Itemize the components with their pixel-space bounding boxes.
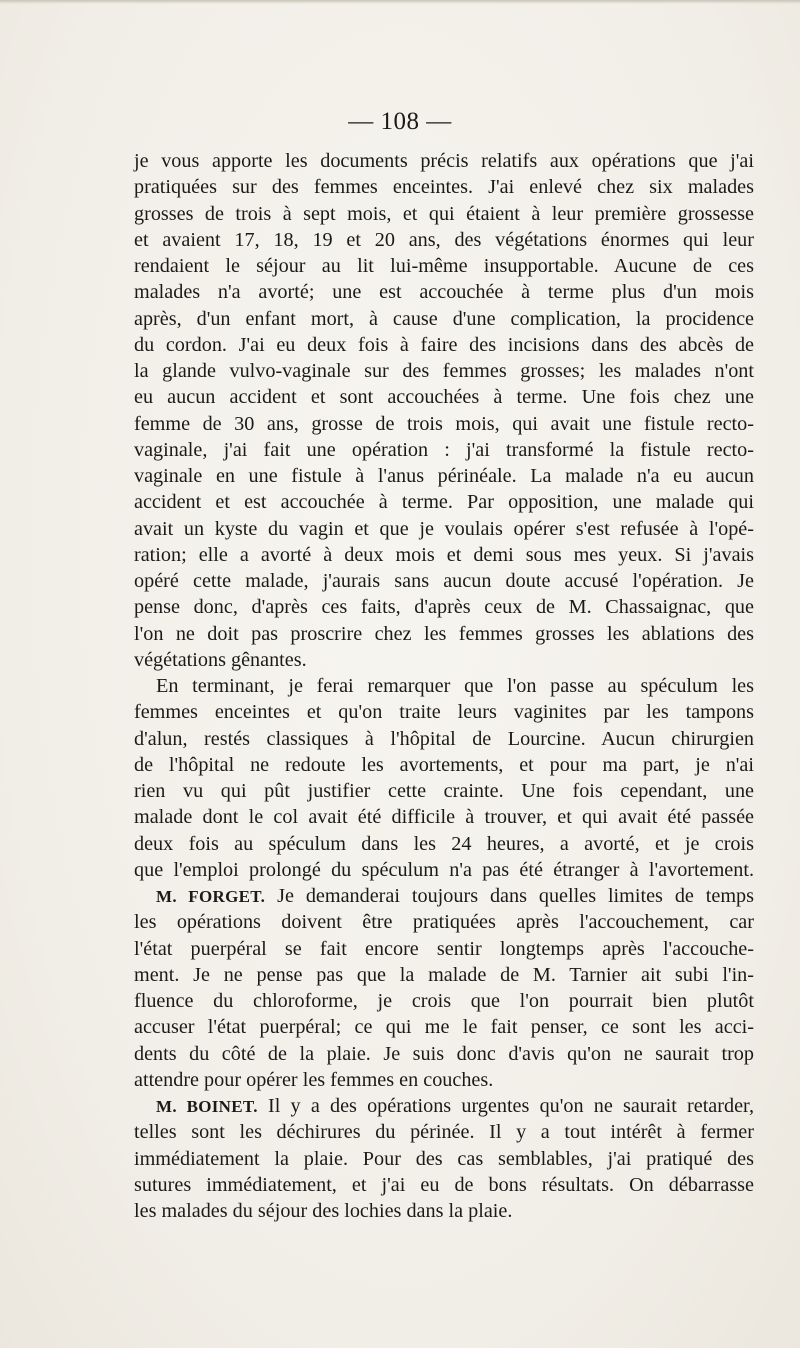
text-line: les opérations doivent être pratiquées après l'accouchement, car [134,911,754,934]
text-line: En terminant, je ferai remarquer que l'on passe au spéculum les [156,675,754,697]
paragraph-forget [134,883,754,1093]
text-line: malades n'a avorté; une est accouchée à terme plus d'un mois [134,281,754,304]
text-line: ment. Je ne pense pas que la malade de M. Tarnier ait subi l'in- [134,963,754,986]
text-line: femme de 30 ans, grosse de trois mois, qui avait une fistule recto- [134,412,754,435]
text-line: avait un kyste du vagin et que je voulais opérer s'est refusée à l'opé- [134,517,754,540]
text-line: l'état puerpéral se fait encore sentir longtemps après l'accouche- [134,937,754,960]
text-line: du cordon. J'ai eu deux fois à faire des incisions dans des abcès de [134,333,754,356]
paragraph-2 [134,673,754,883]
text-line: deux fois au spéculum dans les 24 heures, a avorté, et je crois [134,832,754,855]
text-line: telles sont les déchirures du périnée. Il y a tout intérêt à fermer [134,1121,754,1144]
text-line: rien vu qui pût justifier cette crainte. Une fois cependant, une [134,780,754,802]
text-fragment: Je demanderai toujours dans quelles limites de temps [277,885,754,907]
text-line: accuser l'état puerpéral; ce qui me le fait penser, ce sont les acci- [134,1016,754,1039]
page-top-edge [0,0,800,4]
text-line: accident et est accouchée à terme. Par opposition, une malade qui [134,491,754,514]
speaker-name: M. FORGET. [156,887,266,906]
text-line: femmes enceintes et qu'on traite leurs vaginites par les tampons [134,701,754,724]
paragraph-boinet [134,1093,754,1224]
text-fragment: Il y a des opérations urgentes qu'on ne saurait retarder, [268,1095,755,1117]
text-line: immédiatement la plaie. Pour des cas semblables, j'ai pratiqué des [134,1147,754,1170]
text-line: rendaient le séjour au lit lui-même insupportable. Aucune de ces [134,255,754,277]
text-line: les malades du séjour des lochies dans la plaie. [134,1200,513,1222]
text-line: végétations gênantes. [134,648,307,671]
text-line: que l'emploi prolongé du spéculum n'a pas été étranger à l'avortement. [134,858,754,881]
text-line: vaginale en une fistule à l'anus périnéale. La malade n'a eu aucun [134,465,754,487]
text-line: d'alun, restés classiques à l'hôpital de Lourcine. Aucun chirurgien [134,727,754,750]
text-line: pense donc, d'après ces faits, d'après ceux de M. Chassaignac, que [134,596,754,619]
text-line: eu aucun accident et sont accouchées à terme. Une fois chez une [134,386,754,409]
text-line: vaginale, j'ai fait une opération : j'ai transformé la fistule recto- [134,438,754,461]
text-line: attendre pour opérer les femmes en couches. [134,1068,494,1091]
text-line-with-speaker [134,883,754,909]
text-line: fluence du chloroforme, je crois que l'on pourrait bien plutôt [134,990,754,1012]
text-line: sutures immédiatement, et j'ai eu de bons résultats. On débarrasse [134,1173,754,1196]
text-line: ration; elle a avorté à deux mois et demi sous mes yeux. Si j'avais [134,543,754,566]
speaker-name: M. BOINET. [156,1097,258,1116]
text-line: après, d'un enfant mort, à cause d'une complication, la procidence [134,307,754,330]
text-line: pratiquées sur des femmes enceintes. J'ai enlevé chez six malades [134,176,754,199]
text-line: opéré cette malade, j'aurais sans aucun doute accusé l'opération. Je [134,570,754,592]
text-line: la glande vulvo-vaginale sur des femmes grosses; les malades n'ont [134,360,754,382]
text-line: malade dont le col avait été difficile à trouver, et qui avait été passée [134,806,754,829]
text-line: de l'hôpital ne redoute les avortements, et pour ma part, je n'ai [134,753,754,776]
text-line: et avaient 17, 18, 19 et 20 ans, des végétations énormes qui leur [134,228,754,251]
page-number: — 108 — [348,108,452,135]
text-line-with-speaker [134,1093,754,1119]
paragraph-1 [134,148,754,673]
text-line: dents du côté de la plaie. Je suis donc d'avis qu'on ne saurait trop [134,1042,754,1065]
text-line: l'on ne doit pas proscrire chez les femmes grosses les ablations des [134,622,754,645]
text-line: je vous apporte les documents précis relatifs aux opérations que j'ai [134,150,754,172]
body-text [134,148,754,1224]
text-line: grosses de trois à sept mois, et qui étaient à leur première grossesse [134,202,754,225]
